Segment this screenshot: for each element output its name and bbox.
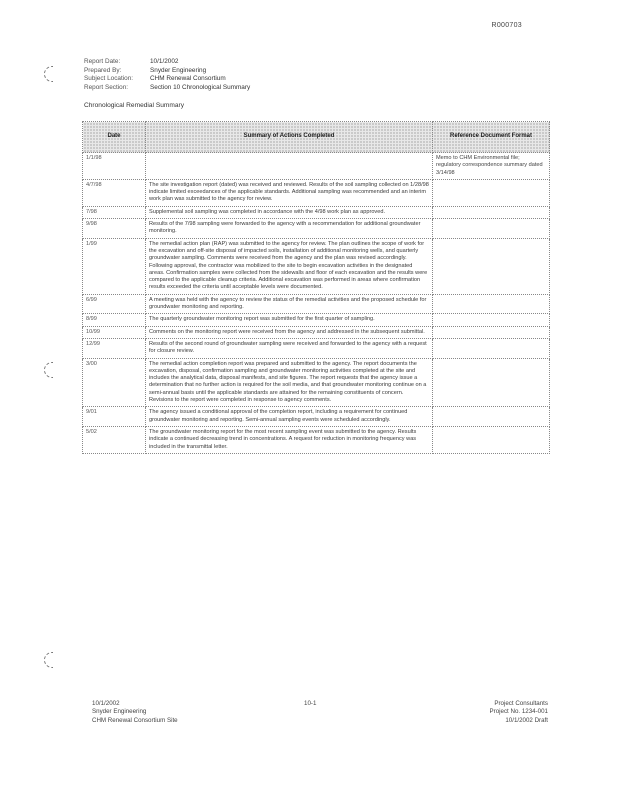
report-metadata [84,58,250,92]
row-date: 3/00 [83,358,146,407]
row-description: A meeting was held with the agency to review the status of the remedial activities and the proposed schedule for groundwater monitoring and reporting. [146,294,433,314]
binder-hole-mark [44,66,53,82]
table-row [83,326,550,338]
row-description: Results of the second round of groundwater sampling were received and forwarded to the agency with a request for closure review. [146,338,433,358]
footer-line: 10/1/2002 [92,700,120,707]
metadata-label: Report Date: [84,58,121,65]
row-description [146,153,433,180]
row-description: Comments on the monitoring report were received from the agency and addressed in the subsequent submittal. [146,326,433,338]
row-reference [433,179,550,206]
table-row [83,407,550,427]
table-row [83,219,550,239]
row-date: 5/02 [83,426,146,453]
footer-line: Project Consultants [494,700,548,707]
row-date: 1/1/98 [83,153,146,180]
metadata-row [84,75,250,84]
footer-line: Snyder Engineering [92,708,147,716]
row-date: 8/99 [83,314,146,326]
table-row [83,238,550,294]
footer-page-number: 10-1 [304,700,317,707]
table-row [83,338,550,358]
metadata-label: Report Section: [84,83,129,91]
table-row [83,294,550,314]
row-reference [433,407,550,427]
column-header-summary: Summary of Actions Completed [146,122,433,153]
section-title: Chronological Remedial Summary [84,102,185,109]
table-row [83,153,550,180]
footer-line: CHM Renewal Consortium Site [92,716,178,724]
row-date: 10/99 [83,326,146,338]
row-description: Supplemental soil sampling was completed in accordance with the 4/98 work plan as approved. [146,206,433,218]
row-reference [433,358,550,407]
row-date: 9/01 [83,407,146,427]
row-description: The agency issued a conditional approval of the completion report, including a requirement for continued groundwater monitoring and reporting. Semi-annual sampling events were scheduled accordingly. [146,407,433,427]
binder-hole-mark [44,362,53,378]
metadata-row [84,58,250,67]
row-date: 7/98 [83,206,146,218]
footer-right [490,700,548,725]
table-row [83,179,550,206]
row-reference [433,206,550,218]
row-description: The site investigation report (dated) was received and reviewed. Results of the soil sampling collected on 1/28/98 indicate limited exceedances of the applicable standards. Additional sampling was recommended and an interim work plan was submitted to the agency for review. [146,179,433,206]
footer-left [92,700,178,725]
table-row [83,206,550,218]
metadata-value: 10/1/2002 [150,58,179,65]
row-reference [433,219,550,239]
metadata-value: Snyder Engineering [150,66,207,74]
row-reference [433,326,550,338]
column-header-reference: Reference Document Format [433,122,550,153]
row-reference [433,338,550,358]
row-description: The quarterly groundwater monitoring report was submitted for the first quarter of sampling. [146,314,433,326]
row-reference [433,314,550,326]
binder-hole-mark [44,652,53,668]
row-description: The remedial action completion report was prepared and submitted to the agency. The report documents the excavation, disposal, confirmation sampling and groundwater monitoring activities completed at the site and includes the analytical data, disposal manifests, and site figures. The report requests that the agency issue a determination that no further action is required for the soil media, and that groundwater monitoring continue on a semi-annual basis until the applicable standards are attained for the remaining constituents of concern. Revisions to the report were completed in response to agency comments. [146,358,433,407]
row-reference [433,238,550,294]
row-date: 9/98 [83,219,146,239]
row-description: The groundwater monitoring report for the most recent sampling event was submitted to the agency. Results indicate a continued decreasing trend in concentrations. A request for reduction in monitoring frequency was included in the transmittal letter. [146,426,433,453]
footer-line: Project No. 1234-001 [489,708,548,716]
footer-line: 10/1/2002 Draft [505,716,548,724]
table-row [83,314,550,326]
row-date: 4/7/98 [83,179,146,206]
row-date: 12/99 [83,338,146,358]
row-description: The remedial action plan (RAP) was submitted to the agency for review. The plan outlines the scope of work for the excavation and off-site disposal of impacted soils, installation of additional monitoring wells, and quarterly groundwater sampling. Comments were received from the agency and the plan was revised accordingly. Following approval, the contractor was mobilized to the site to begin excavation activities in the designated areas. Confirmation samples were collected from the sidewalls and floor of each excavation and the results were compared to the applicable cleanup criteria. Additional excavation was performed in areas where confirmation results exceeded the criteria until acceptable levels were documented. [146,238,433,294]
row-reference [433,426,550,453]
metadata-value: CHM Renewal Consortium [150,75,226,83]
row-date: 6/99 [83,294,146,314]
metadata-value: Section 10 Chronological Summary [150,83,251,91]
row-reference [433,294,550,314]
document-id: R000703 [491,22,522,29]
chronology-table [82,121,550,454]
row-date: 1/99 [83,238,146,294]
metadata-row [84,67,250,76]
column-header-date: Date [83,122,146,153]
table-row [83,358,550,407]
metadata-label: Subject Location: [84,75,134,83]
metadata-label: Prepared By: [84,66,122,74]
table-row [83,426,550,453]
metadata-row [84,84,250,93]
table-header-row [83,122,550,153]
row-description: Results of the 7/98 sampling were forwarded to the agency with a recommendation for additional groundwater monitoring. [146,219,433,239]
row-reference: Memo to CHM Environmental file; regulatory correspondence summary dated 3/14/98 [433,153,550,180]
